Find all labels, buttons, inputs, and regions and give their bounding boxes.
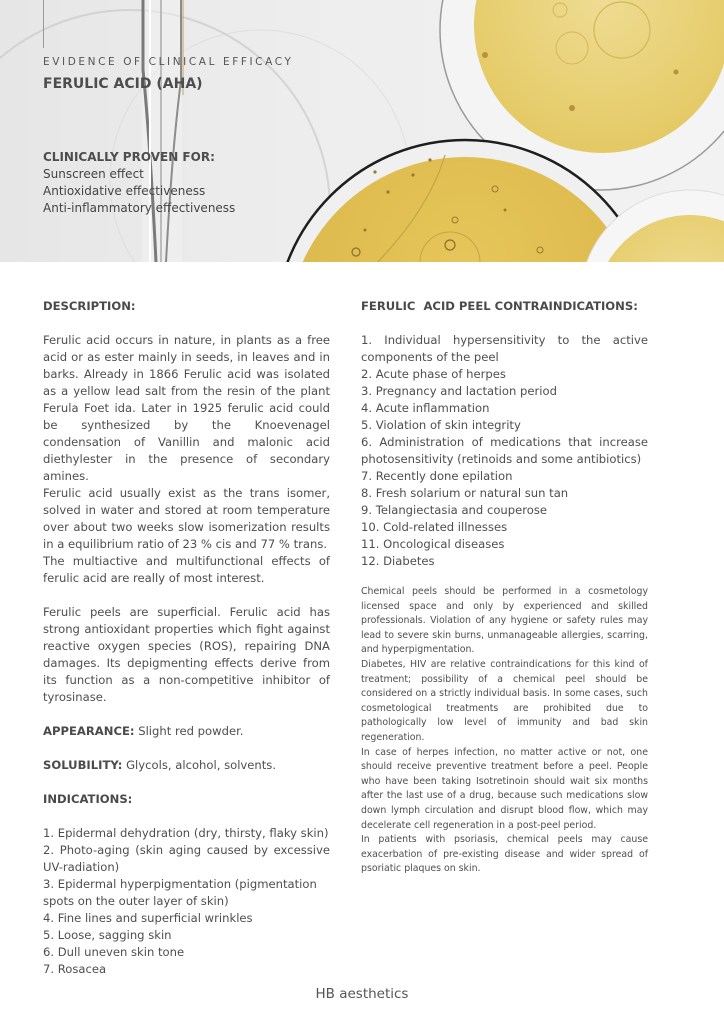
proven-item: Antioxidative effectiveness	[43, 184, 206, 198]
solubility-value: Glycols, alcohol, solvents.	[122, 758, 277, 772]
contraindication-item: 9. Telangiectasia and couperose	[361, 503, 548, 517]
contraindications-heading: FERULIC ACID PEEL CONTRAINDICATIONS:	[361, 299, 638, 313]
solubility-label: SOLUBILITY:	[43, 758, 123, 772]
proven-item: Sunscreen effect	[43, 167, 144, 181]
safety-note: Diabetes, HIV are relative contraindications for this kind of treatment; possibility of a chemical peel should be considered on a strictly individual basis. In some cases, such cosmetological treatments are prohibited due to pathologically low level of immunity and bad skin regeneration.	[361, 658, 648, 743]
contraindication-item: 2. Acute phase of herpes	[361, 367, 506, 381]
contraindication-item: 8. Fresh solarium or natural sun tan	[361, 486, 569, 500]
proven-item: Anti-inflammatory effectiveness	[43, 201, 236, 215]
proven-heading: CLINICALLY PROVEN FOR:	[43, 150, 215, 164]
solubility-row	[43, 757, 330, 774]
description-paragraph: The multiactive and multifunctional effects of ferulic acid are really of most interest.	[43, 554, 330, 585]
contraindication-item: 6. Administration of medications that increase photosensitivity (retinoids and some antibiotics)	[361, 435, 648, 466]
footer-brand: HB aesthetics	[315, 986, 409, 1002]
safety-note: Chemical peels should be performed in a cosmetology licensed space and only by experienced and skilled professionals. Violation of any hygiene or safety rules may lead to severe skin burns, unmanageable allergies, scarring, and hyperpigmentation.	[361, 586, 648, 656]
contraindication-item: 4. Acute inflammation	[361, 401, 490, 415]
page-title: FERULIC ACID (AHA)	[43, 76, 203, 92]
indication-item: 6. Dull uneven skin tone	[43, 945, 185, 959]
right-column	[361, 298, 648, 877]
left-column	[43, 298, 330, 978]
description-paragraph: Ferulic acid occurs in nature, in plants as a free acid or as ester mainly in seeds, in leaves and in barks. Already in 1866 Ferulic acid was isolated as a yellow lead salt from the resin of the plant Ferula Foet ida. Later in 1925 ferulic acid could be synthesized by the Knoevenagel condensation of Vanillin and malonic acid diethylester in the presence of secondary amines.	[43, 333, 330, 483]
description-paragraph: Ferulic acid usually exist as the trans isomer, solved in water and stored at room temperature over about two weeks slow isomerization results in a equilibrium ratio of 23 % cis and 77 % trans.	[43, 486, 330, 551]
indications-heading: INDICATIONS:	[43, 792, 133, 806]
contraindication-item: 1. Individual hypersensitivity to the active components of the peel	[361, 333, 648, 364]
description-paragraph: Ferulic peels are superficial. Ferulic acid has strong antioxidant properties which fight against reactive oxygen species (ROS), repairing DNA damages. Its depigmenting effects derive from its function as a non-competitive inhibitor of tyrosinase.	[43, 605, 330, 704]
contraindication-item: 3. Pregnancy and lactation period	[361, 384, 557, 398]
indication-item: 4. Fine lines and superficial wrinkles	[43, 911, 253, 925]
eyebrow-label: EVIDENCE OF CLINICAL EFFICACY	[43, 56, 294, 68]
contraindication-item: 10. Cold-related illnesses	[361, 520, 508, 534]
description-heading: DESCRIPTION:	[43, 299, 136, 313]
safety-note: In patients with psoriasis, chemical peels may cause exacerbation of pre-existing disease and wider spread of psoriatic plaques on skin.	[361, 834, 648, 875]
accent-line	[43, 0, 44, 48]
indication-item: 7. Rosacea	[43, 962, 107, 976]
indication-item: 1. Epidermal dehydration (dry, thirsty, flaky skin)	[43, 826, 329, 840]
contraindication-item: 5. Violation of skin integrity	[361, 418, 521, 432]
contraindication-item: 12. Diabetes	[361, 554, 435, 568]
indication-item: 2. Photo-aging (skin aging caused by excessive UV-radiation)	[43, 843, 330, 874]
contraindication-item: 11. Oncological diseases	[361, 537, 505, 551]
contraindication-item: 7. Recently done epilation	[361, 469, 513, 483]
appearance-label: APPEARANCE:	[43, 724, 135, 738]
appearance-value: Slight red powder.	[134, 724, 244, 738]
clinically-proven-block	[43, 149, 235, 217]
hero-image	[0, 0, 724, 262]
hero-text	[43, 0, 363, 262]
appearance-row	[43, 723, 330, 740]
indication-item: 5. Loose, sagging skin	[43, 928, 172, 942]
indication-item: 3. Epidermal hyperpigmentation (pigmentation spots on the outer layer of skin)	[43, 877, 317, 908]
safety-note: In case of herpes infection, no matter active or not, one should receive preventive treatment before a peel. People who have been taking Isotretinoin should wait six months after the last use of a drug, because such medications slow down lymph circulation and disrupt blood flow, which may decelerate cell regeneration in a post-peel period.	[361, 746, 648, 831]
